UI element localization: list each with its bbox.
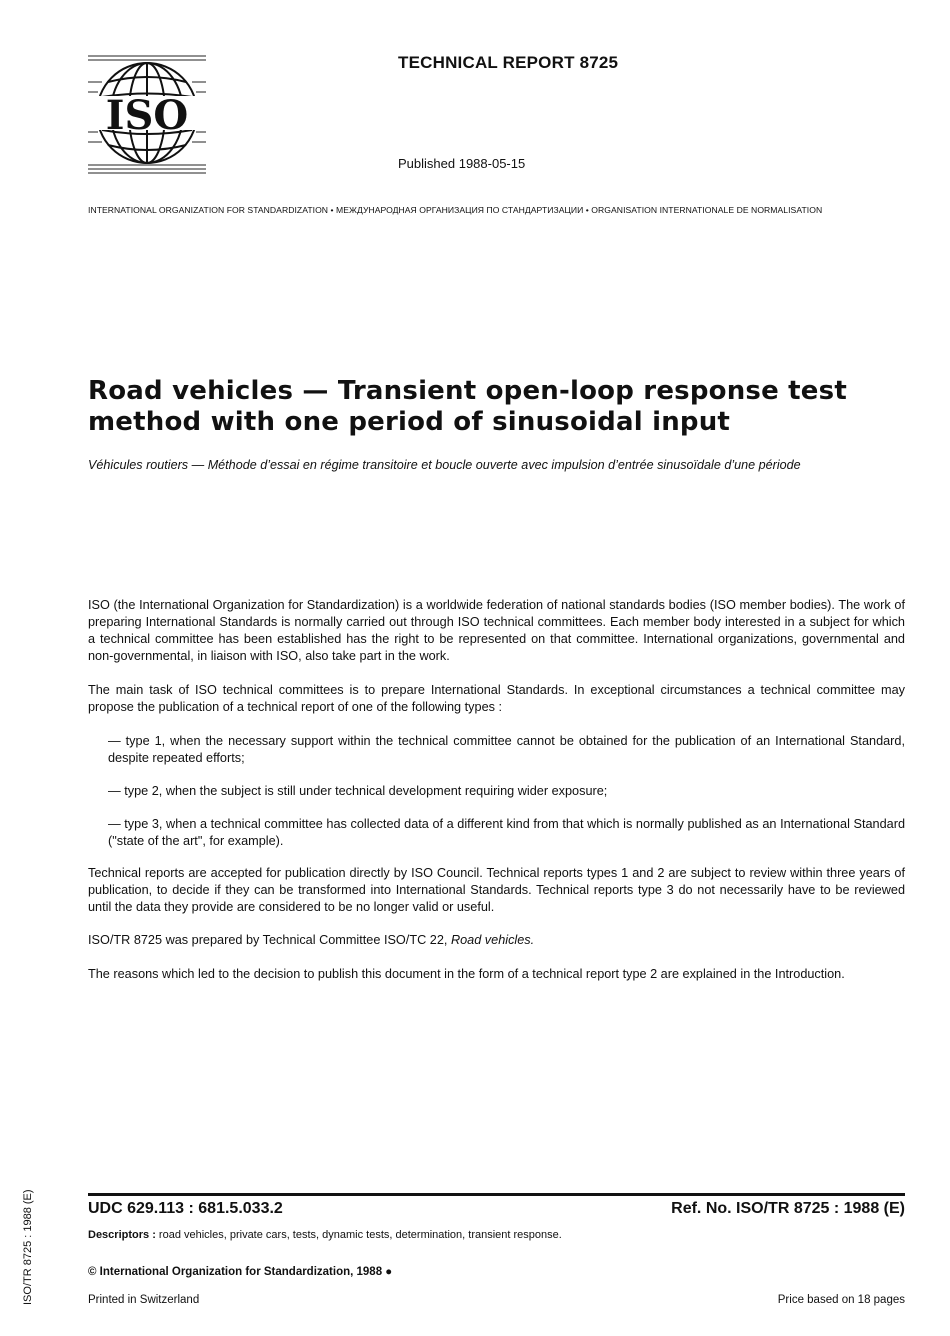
list-item-type-3: — type 3, when a technical committee has collected data of a different kind from that which is normally published as an International Standard ("state of the art", for example).	[108, 817, 905, 848]
published-date: Published 1988-05-15	[398, 156, 526, 171]
french-subtitle: Véhicules routiers — Méthode d’essai en régime transitoire et boucle ouverte avec impulsion d’entrée sinusoïdale d’une période	[88, 458, 801, 472]
paragraph-technical-reports: Technical reports are accepted for publication directly by ISO Council. Technical reports types 1 and 2 are subject to review within three years of publication, to decide if they can be transformed into International Standards. Technical reports type 3 do not necessarily have to be reviewed until the data they provide are considered to be no longer valid or useful.	[88, 866, 905, 914]
paragraph-reasons: The reasons which led to the decision to publish this document in the form of a technical report type 2 are explained in the Introduction.	[88, 967, 845, 981]
title-line-1: Road vehicles — Transient open-loop response test	[88, 376, 847, 406]
footer-divider	[88, 1193, 905, 1196]
price-note: Price based on 18 pages	[777, 1294, 905, 1306]
organization-line: INTERNATIONAL ORGANIZATION FOR STANDARDIZATION • МЕЖДУНАРОДНАЯ ОРГАНИЗАЦИЯ ПО СТАНДАРТИЗАЦИИ • ORGANISATION INTERNATIONALE DE NORMALISATION	[88, 205, 823, 215]
report-title: TECHNICAL REPORT 8725	[398, 53, 619, 72]
printed-in: Printed in Switzerland	[88, 1294, 200, 1306]
reference-number: Ref. No. ISO/TR 8725 : 1988 (E)	[671, 1200, 905, 1217]
document-title	[88, 376, 908, 438]
side-reference: ISO/TR 8725 : 1988 (E)	[22, 1189, 34, 1305]
copyright: © International Organization for Standardization, 1988 ●	[88, 1266, 393, 1278]
iso-logo	[88, 52, 206, 174]
udc-number: UDC 629.113 : 681.5.033.2	[88, 1200, 283, 1217]
paragraph-main-task: The main task of ISO technical committees is to prepare International Standards. In exceptional circumstances a technical committee may propose the publication of a technical report of one of the following types :	[88, 683, 905, 714]
paragraph-iso-intro: ISO (the International Organization for Standardization) is a worldwide federation of national standards bodies (ISO member bodies). The work of preparing International Standards is normally carried out through ISO technical committees. Each member body interested in a subject for which a technical committee has been established has the right to be represented on that committee. International organizations, governmental and non-governmental, in liaison with ISO, also take part in the work.	[88, 598, 905, 663]
list-item-type-2: — type 2, when the subject is still under technical development requiring wider exposure;	[108, 784, 608, 798]
descriptors	[88, 1229, 562, 1241]
svg-text:ISO: ISO	[105, 92, 189, 139]
committee-name: Road vehicles.	[450, 933, 535, 947]
title-line-2: method with one period of sinusoidal input	[88, 407, 731, 437]
paragraph-prepared-by	[88, 932, 905, 949]
descriptors-list: road vehicles, private cars, tests, dynamic tests, determination, transient response.	[155, 1229, 562, 1241]
list-item-type-1: — type 1, when the necessary support within the technical committee cannot be obtained for the publication of an International Standard, despite repeated efforts;	[108, 734, 905, 765]
descriptors-label: Descriptors :	[88, 1229, 156, 1241]
prepared-by-text: ISO/TR 8725 was prepared by Technical Committee ISO/TC 22,	[88, 933, 451, 947]
